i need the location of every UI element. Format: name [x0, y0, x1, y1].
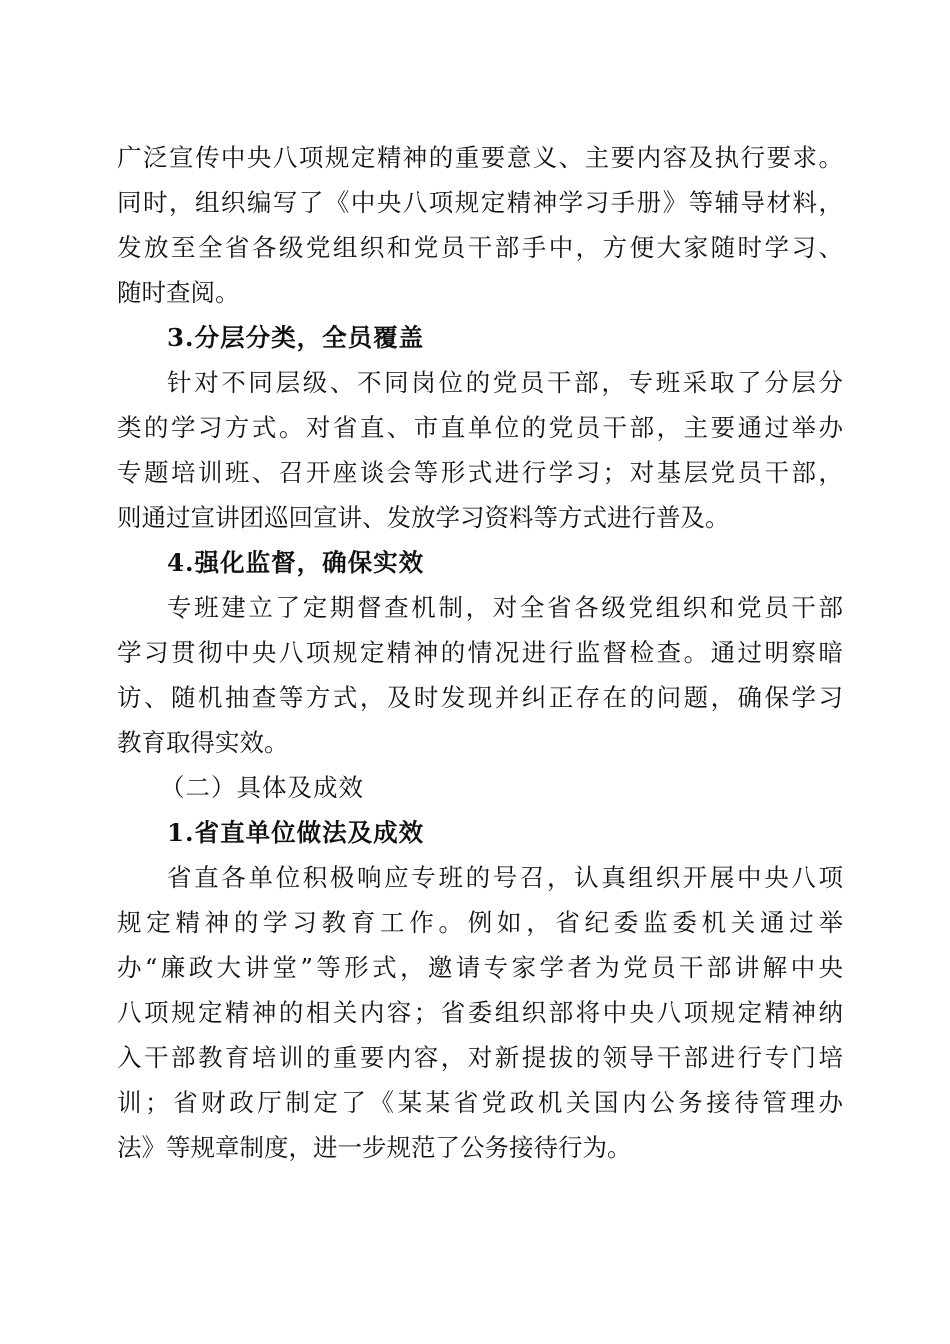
- paragraph-line: 办“廉政大讲堂”等形式，邀请专家学者为党员干部讲解中央: [117, 953, 843, 982]
- paragraph-line: 学习贯彻中央八项规定精神的情况进行监督检查。通过明察暗: [117, 638, 843, 667]
- paragraph-line: 规定精神的学习教育工作。例如，省纪委监委机关通过举: [117, 908, 843, 937]
- paragraph-line: 教育取得实效。: [117, 728, 289, 757]
- section-heading-2: （二）具体及成效: [160, 773, 364, 802]
- paragraph-line: 则通过宣讲团巡回宣讲、发放学习资料等方式进行普及。: [117, 503, 730, 532]
- section-heading-4: 4.强化监督，确保实效: [167, 548, 425, 577]
- paragraph-line: 访、随机抽查等方式，及时发现并纠正存在的问题，确保学习: [117, 683, 843, 712]
- paragraph-line: 八项规定精神的相关内容；省委组织部将中央八项规定精神纳: [117, 998, 843, 1027]
- section-heading-1: 1.省直单位做法及成效: [167, 818, 425, 847]
- paragraph-line: 广泛宣传中央八项规定精神的重要意义、主要内容及执行要求。: [117, 143, 843, 172]
- paragraph-line: 发放至全省各级党组织和党员干部手中，方便大家随时学习、: [117, 233, 843, 262]
- paragraph-line: 训；省财政厅制定了《某某省党政机关国内公务接待管理办: [117, 1088, 843, 1117]
- paragraph-line: 专题培训班、召开座谈会等形式进行学习；对基层党员干部，: [117, 458, 843, 487]
- paragraph-line: 同时，组织编写了《中央八项规定精神学习手册》等辅导材料，: [117, 188, 843, 217]
- paragraph-line: 针对不同层级、不同岗位的党员干部，专班采取了分层分: [167, 368, 843, 397]
- paragraph-line: 专班建立了定期督查机制，对全省各级党组织和党员干部: [167, 593, 843, 622]
- paragraph-line: 省直各单位积极响应专班的号召，认真组织开展中央八项: [167, 863, 843, 892]
- paragraph-line: 入干部教育培训的重要内容，对新提拔的领导干部进行专门培: [117, 1043, 843, 1072]
- paragraph-line: 类的学习方式。对省直、市直单位的党员干部，主要通过举办: [117, 413, 843, 442]
- paragraph-line: 法》等规章制度，进一步规范了公务接待行为。: [117, 1133, 632, 1162]
- section-heading-3: 3.分层分类，全员覆盖: [167, 323, 425, 352]
- paragraph-line: 随时查阅。: [117, 278, 240, 307]
